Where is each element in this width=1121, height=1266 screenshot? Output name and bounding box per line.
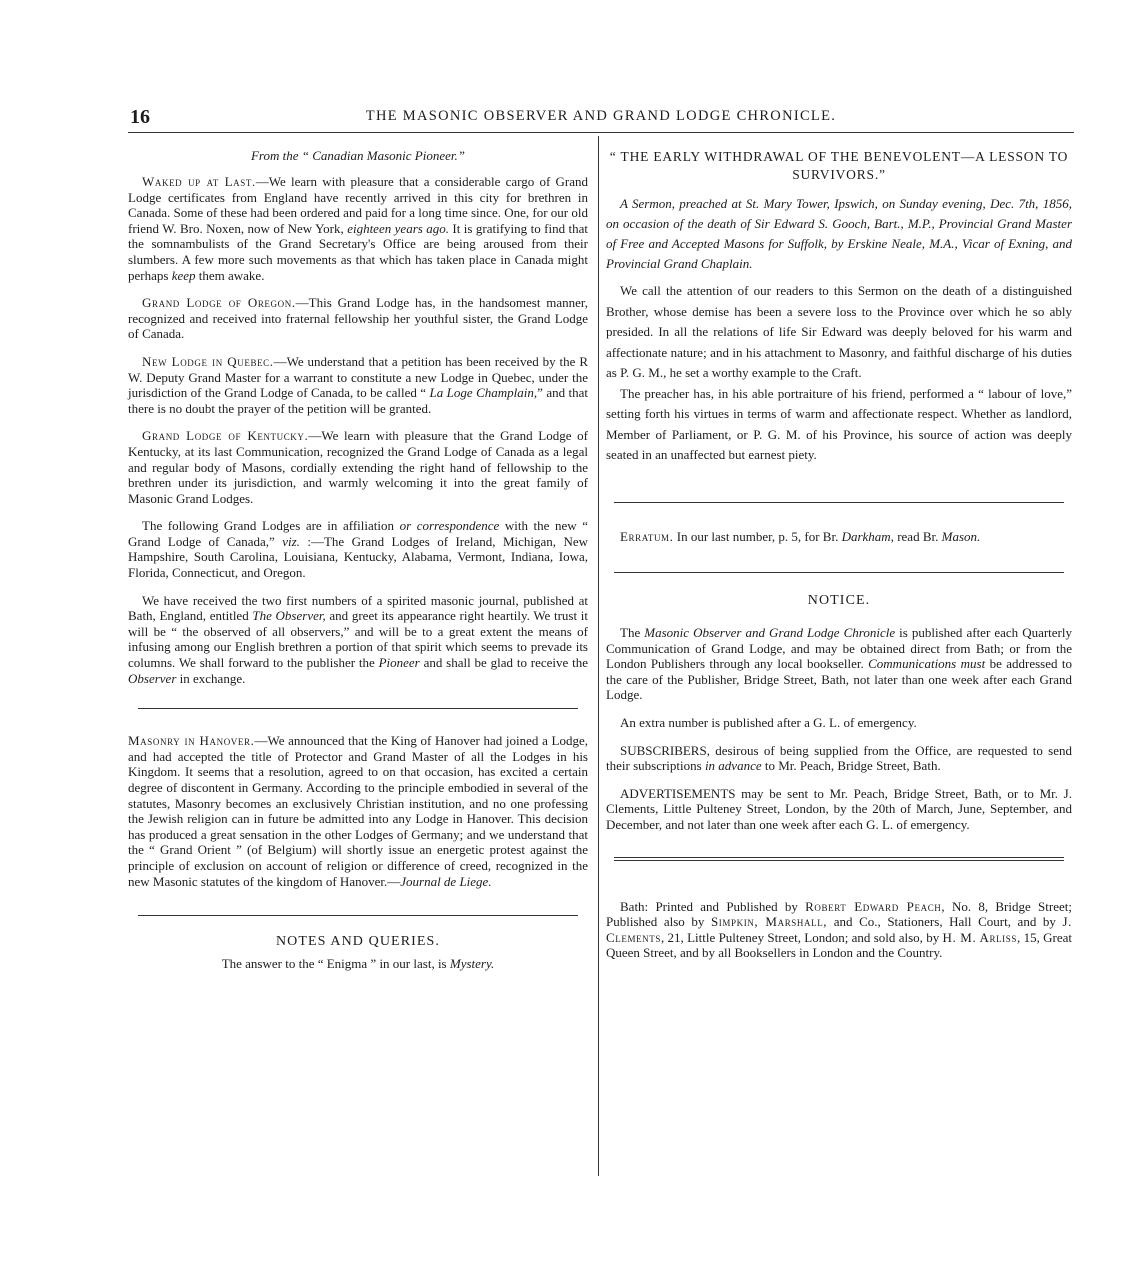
article-head: Grand Lodge of Oregon. bbox=[142, 295, 296, 311]
article-head: Grand Lodge of Kentucky. bbox=[142, 428, 309, 444]
notes-queries-text: The answer to the “ Enigma ” in our last, is Mystery. bbox=[221, 956, 495, 972]
printer-imprint: Bath: Printed and Published by Robert Edward Peach, No. 8, Bridge Street; Published also by Simpkin, Marshall, and Co., Stationers, Hall Court, and by J. Clements, 21, Little Pulteney Street, London; and sold also, by H. M. Arliss, 15, Great Queen Street, and by all Booksellers in London and the Country. bbox=[606, 898, 1072, 961]
article-head: New Lodge in Quebec. bbox=[142, 353, 274, 369]
sermon-paragraph: We call the attention of our readers to this Sermon on the death of a distinguished Brother, whose demise has been a severe loss to the Province over which he so ably presided. In all the relations of life Sir Edward was deeply beloved for his warm and affectionate nature; and in his attachment to Masonry, and faithful discharge of his duties as P. G. M., he set a worthy example to the Craft. bbox=[606, 283, 1072, 380]
section-rule bbox=[614, 572, 1064, 573]
article-hanover: Masonry in Hanover.—We announced that the King of Hanover had joined a Lodge, and had accepted the title of Protector and Grand Master of all the Lodges in his Kingdom. It seems that a resolution, agreed to on that occasion, has excited a certain degree of discontent in Germany. According to the principle embodied in several of the statutes, Masonry becomes an exclusively Christian institution, and no one professing the Jewish religion can in future be admitted into any Lodge in Hanover. This decision has produced a great sensation in the other Lodges of Germany; and we understand that the “ Grand Orient ” (of Belgium) will shortly issue an energetic protest against the principle of exclusion on account of religion or difference of creed, recognized in the new Masonic statutes of the kingdom of Hanover.—Journal de Liege. bbox=[128, 733, 589, 889]
article-kentucky: Grand Lodge of Kentucky.—We learn with pleasure that the Grand Lodge of Kentucky, at its last Communication, recognized the Grand Lodge of Canada as a legal and regular body of Masons, cordially extending the right hand of fellowship to the brethren under its jurisdiction, and warmly welcoming it into the great family of Masonic Grand Lodges. bbox=[128, 428, 588, 506]
double-rule bbox=[614, 857, 1064, 861]
erratum-head: Erratum. bbox=[620, 528, 674, 544]
page-number: 16 bbox=[130, 106, 150, 128]
page-header bbox=[128, 96, 1074, 130]
column-divider bbox=[598, 136, 599, 1176]
article-head: Waked up at Last. bbox=[142, 174, 256, 189]
sermon-paragraph: The preacher has, in his able portraiture of his friend, performed a “ labour of love,” setting forth his virtues in terms of warm and affectionate respect. Whether as landlord, Member of Parliament, or P. G. M. of his Province, his source of action was deeply seated in an unaffected but earnest piety. bbox=[606, 385, 1072, 462]
erratum: Erratum. In our last number, p. 5, for Br. Darkham, read Br. Mason. bbox=[620, 528, 981, 544]
notice-title: NOTICE. bbox=[807, 593, 871, 609]
notice-advertisements: ADVERTISEMENTS may be sent to Mr. Peach, Bridge Street, Bath, or to Mr. J. Clements, Little Pulteney Street, London, by the 20th of March, June, September, and December, and not later than one week after each G. L. of emergency. bbox=[606, 785, 1072, 833]
section-rule bbox=[138, 708, 578, 709]
notice-paragraph: The Masonic Observer and Grand Lodge Chronicle is published after each Quarterly Communication of Grand Lodge, and may be obtained direct from Bath; or from the London Publishers through any local bookseller. Communications must be addressed to the care of the Publisher, Bridge Street, Bath, not later than one week after each Grand Lodge. bbox=[606, 625, 1072, 703]
article-journal: We have received the two first numbers of a spirited masonic journal, published at Bath, England, entitled The Observer, and greet its appearance right heartily. We trust it will be “ the observed of all observers,” and will be to a great extent the means of infusing among our English brethren a portion of that spirit which seems to prevade its columns. We shall forward to the publisher the Pioneer and shall be glad to receive the Observer in exchange. bbox=[128, 592, 588, 686]
sermon-subtitle: A Sermon, preached at St. Mary Tower, Ipswich, on Sunday evening, Dec. 7th, 1856, on occasion of the death of Sir Edward S. Gooch, Bart., M.P., Provincial Grand Master of Free and Accepted Masons for Suffolk, by Erskine Neale, M.A., Vicar of Exning, and Provincial Grand Chaplain. bbox=[606, 196, 1072, 271]
article-waked-up: Waked up at Last.—We learn with pleasure that a considerable cargo of Grand Lodge certificates from England have recently arrived in this city for brethren in Canada. Some of these had been ordered and paid for a long time since. One, for our old friend W. Bro. Noxen, now of New York, eighteen years ago. It is gratifying to find that the somnambulists of the Grand Secretary's Office are being aroused from their slumbers. A few more such movements as that which has taken place in Canada might perhaps keep them awake. bbox=[128, 174, 588, 283]
newspaper-page bbox=[128, 96, 1074, 1186]
section-rule bbox=[614, 502, 1064, 503]
article-oregon: Grand Lodge of Oregon.—This Grand Lodge has, in the handsomest manner, recognized and received into fraternal fellowship her youthful sister, the Grand Lodge of Canada. bbox=[128, 295, 588, 342]
header-rule bbox=[128, 132, 1074, 133]
article-affiliation: The following Grand Lodges are in affiliation or correspondence with the new “ Grand Lodge of Canada,” viz. :—The Grand Lodges of Ireland, Michigan, New Hampshire, South Carolina, Louisiana, Kentucky, Alabama, Vermont, Indiana, Iowa, Florida, Connecticut, and Oregon. bbox=[128, 518, 588, 581]
right-column bbox=[606, 140, 1072, 961]
notice-subscribers: SUBSCRIBERS, desirous of being supplied from the Office, are requested to send their subscriptions in advance to Mr. Peach, Bridge Street, Bath. bbox=[606, 742, 1072, 774]
notice-paragraph: An extra number is published after a G. L. of emergency. bbox=[620, 715, 917, 731]
article-quebec: New Lodge in Quebec.—We understand that a petition has been received by the R W. Deputy Grand Master for a warrant to constitute a new Lodge in Quebec, under the jurisdiction of the Grand Lodge of Canada, to be called “ La Loge Champlain,” and that there is no doubt the prayer of the petition will be granted. bbox=[128, 353, 589, 416]
sermon-title: “ THE EARLY WITHDRAWAL OF THE BENEVOLENT—A LESSON TO SURVIVORS.” bbox=[609, 149, 1069, 182]
notes-queries-title: NOTES AND QUERIES. bbox=[275, 934, 441, 950]
section-rule bbox=[138, 915, 578, 916]
source-attribution: From the “ Canadian Masonic Pioneer.” bbox=[250, 148, 465, 163]
left-column bbox=[128, 140, 588, 972]
running-title: THE MASONIC OBSERVER AND GRAND LODGE CHRONICLE. bbox=[365, 108, 837, 124]
article-head: Masonry in Hanover. bbox=[128, 733, 255, 749]
